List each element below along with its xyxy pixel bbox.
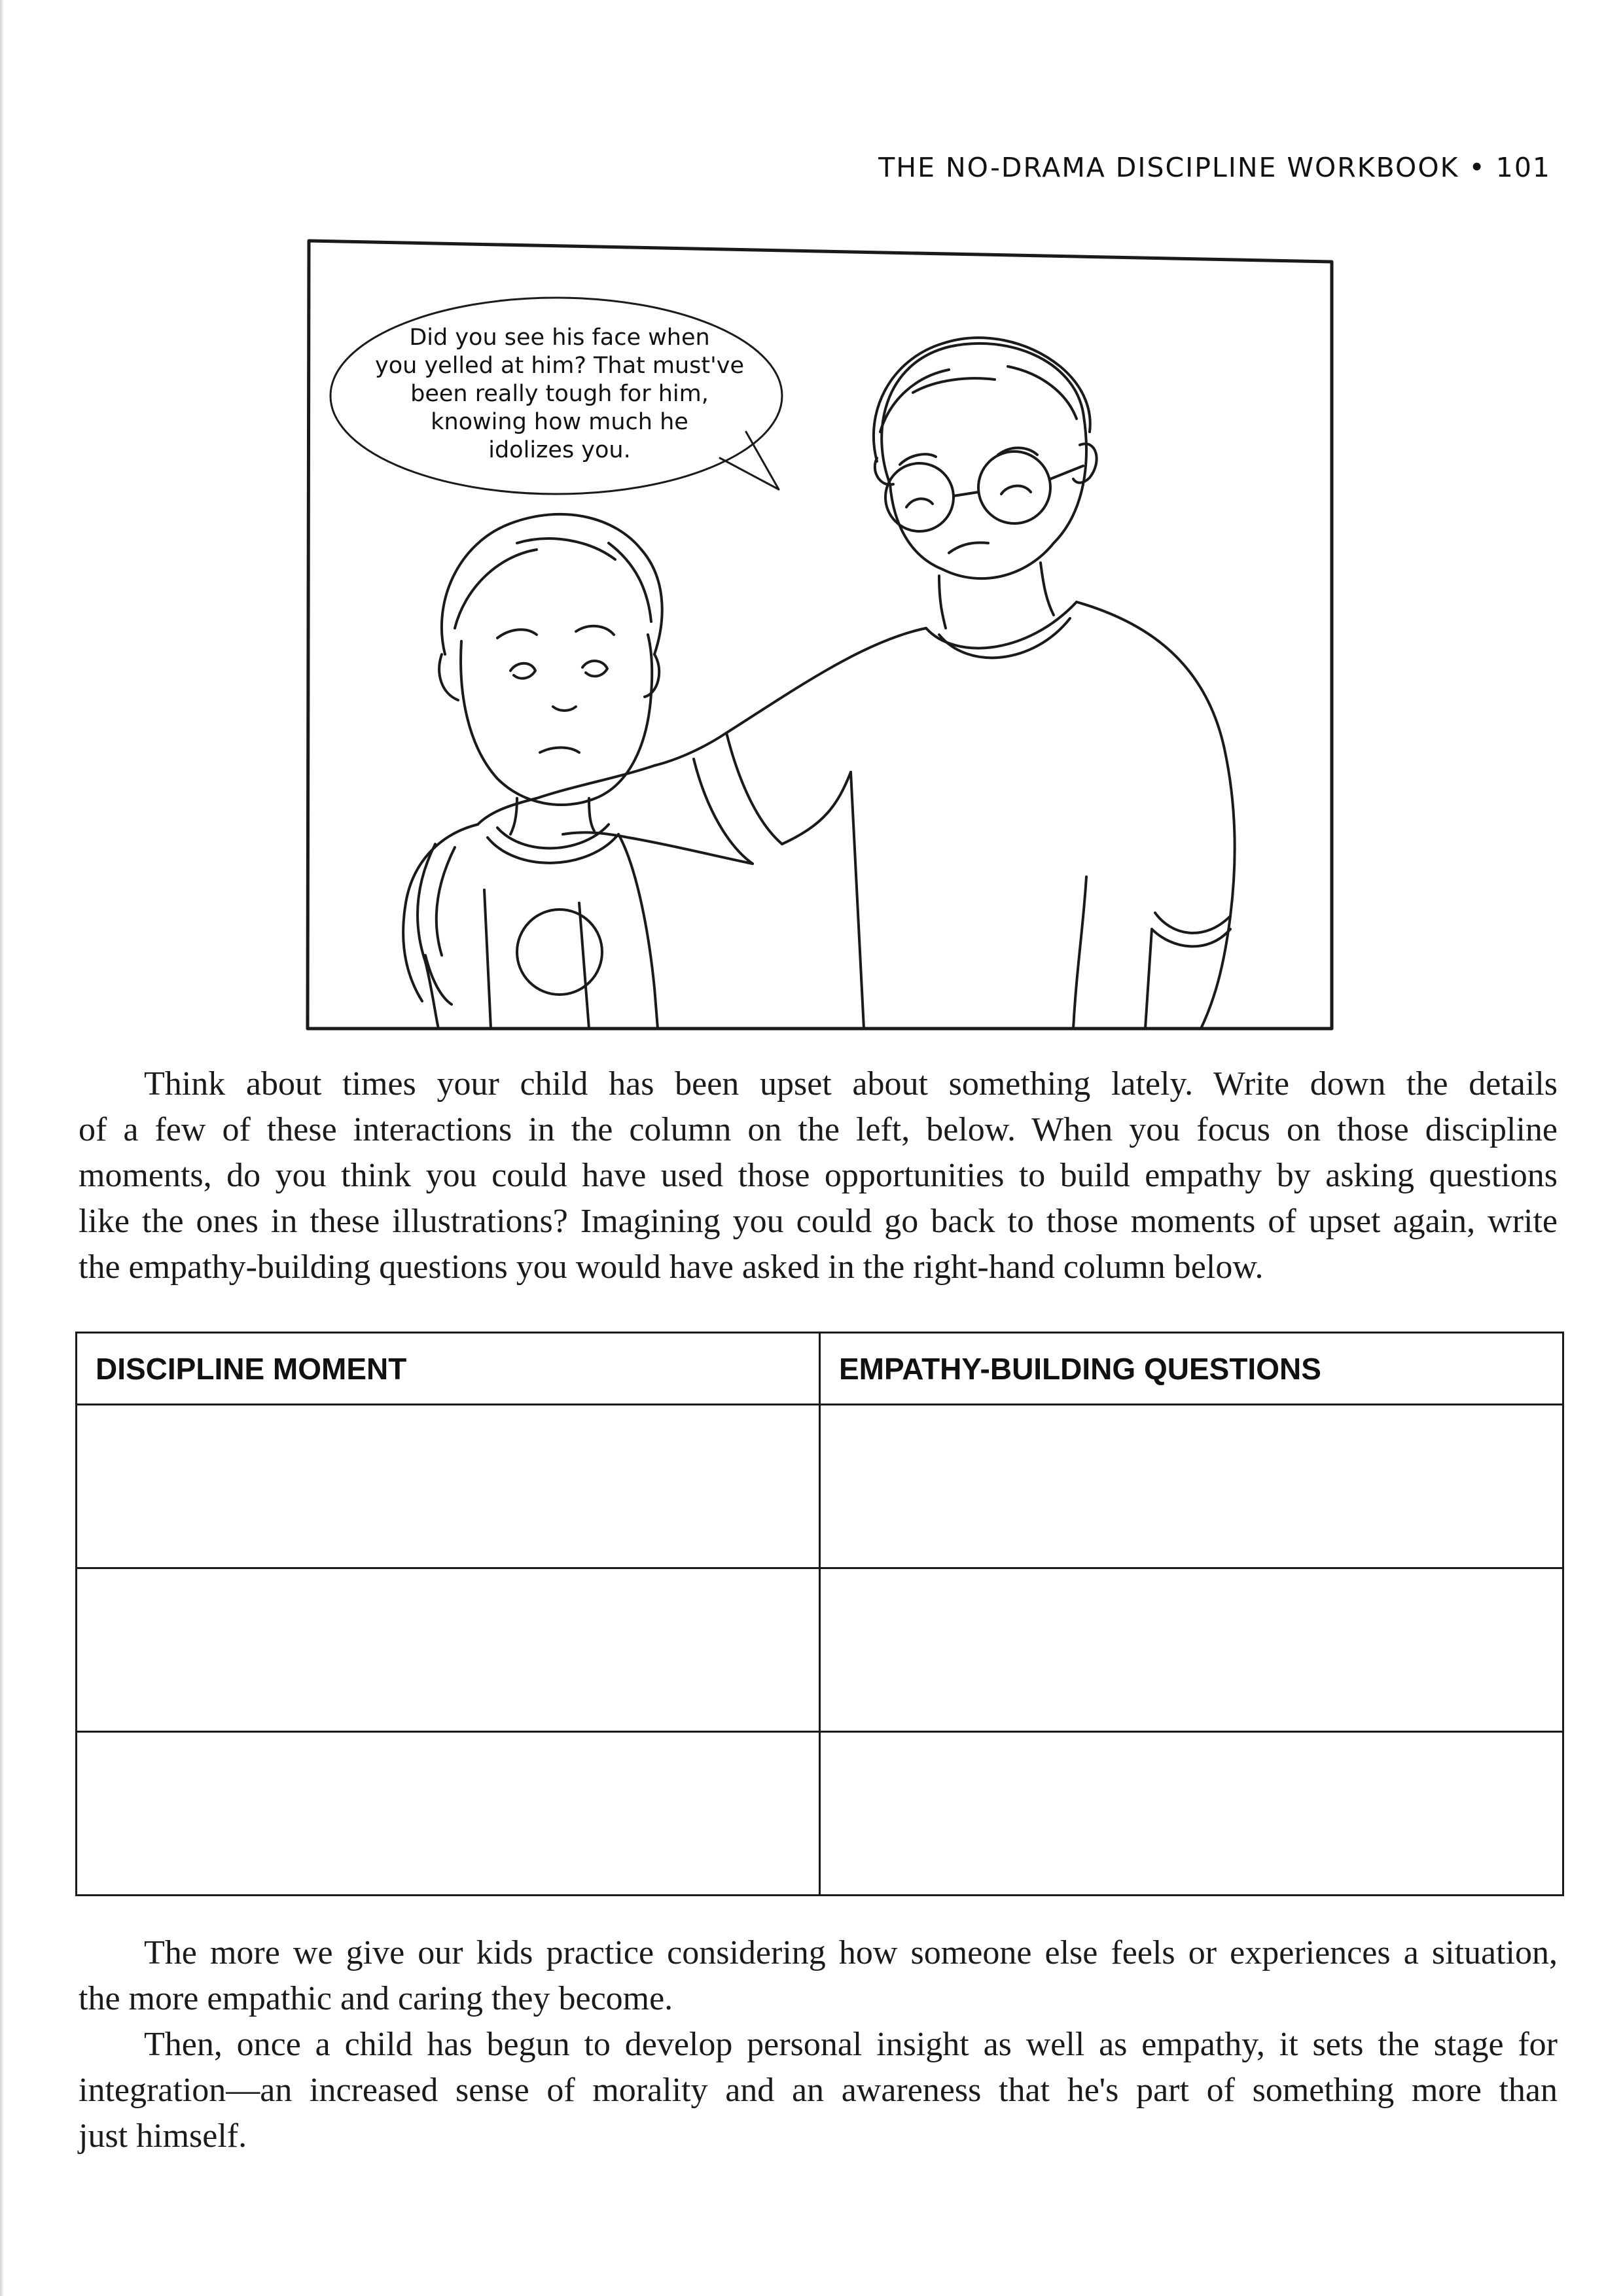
speech-line: knowing how much he [431,409,688,435]
page-edge [0,0,4,2296]
speech-line: you yelled at him? That must've [375,353,744,379]
discipline-moment-cell[interactable] [77,1732,820,1896]
text-line: of a few of these interactions in the column on the left, below. When you focus on those discipline [79,1111,1558,1148]
text-line: moments, do you think you could have used those opportunities to build empathy by asking questions [79,1157,1558,1194]
discipline-moment-cell[interactable] [77,1568,820,1732]
speech-line: idolizes you. [488,437,631,463]
empathy-question-cell[interactable] [820,1732,1563,1896]
intro-paragraph [79,1061,1558,1290]
column-header-discipline-moment: DISCIPLINE MOMENT [77,1333,820,1405]
worksheet-table [75,1332,1564,1884]
text-line: Then, once a child has begun to develop personal insight as well as empathy, it sets the stage for [144,2026,1558,2063]
speech-bubble-text [350,324,769,465]
text-line: integration—an increased sense of morality and an awareness that he's part of something more than [79,2072,1558,2109]
child-figure [425,514,662,1029]
column-header-empathy-questions: EMPATHY-BUILDING QUESTIONS [820,1333,1563,1405]
closing-paragraph-2 [79,2022,1558,2159]
table-row [77,1732,1563,1896]
closing-paragraph-1 [79,1930,1558,2022]
table-row [77,1405,1563,1568]
text-line: The more we give our kids practice considering how someone else feels or experiences a situation, [144,1934,1558,1971]
empathy-question-cell[interactable] [820,1405,1563,1568]
running-head: THE NO-DRAMA DISCIPLINE WORKBOOK • 101 [878,152,1551,183]
text-line: like the ones in these illustrations? Imagining you could go back to those moments of upset again, write [79,1203,1558,1240]
speech-line: been really tough for him, [410,381,709,407]
text-line: Think about times your child has been upset about something lately. Write down the details [144,1065,1558,1103]
table-row [77,1568,1563,1732]
discipline-moment-cell[interactable] [77,1405,820,1568]
empathy-question-cell[interactable] [820,1568,1563,1732]
speech-line: Did you see his face when [409,325,710,351]
text-line: the empathy-building questions you would have asked in the right-hand column below. [79,1248,1264,1286]
text-line: just himself. [79,2117,247,2155]
text-line: the more empathic and caring they become. [79,1980,673,2017]
